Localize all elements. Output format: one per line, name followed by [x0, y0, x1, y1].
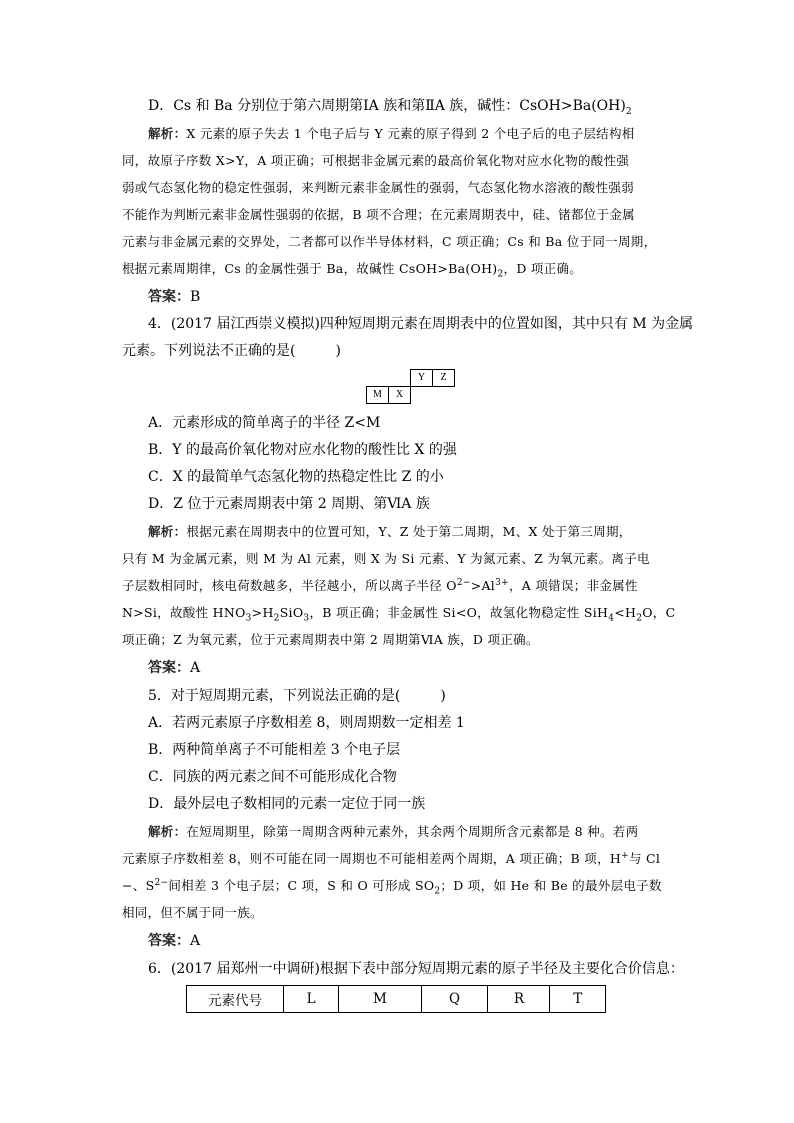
q6-element-table [186, 985, 606, 1013]
periodic-cell-z: Z [432, 369, 455, 387]
q3-explain-line4: 不能作为判断元素非金属性强弱的依据，B 项不合理；在元素周期表中，硅、锗都位于金属 [122, 207, 635, 222]
q4-explain-line3: 子层数相同时，核电荷数越多，半径越小，所以离子半径 $O^{2-}>Al^{3+}$，A 项错误；非金属性 [122, 577, 638, 593]
q4-stem-line1: 4．(2017 届江西崇义模拟)四种短周期元素在周期表中的位置如图，其中只有 M 为金属 [148, 316, 694, 332]
q5-explain-line2: 元素原子序数相差 8，则不可能在同一周期也不可能相差两个周期，A 项正确；B 项，H+与 Cl [122, 850, 661, 866]
q5-answer: 答案：A [148, 933, 201, 949]
q4-answer: 答案：A [148, 660, 201, 676]
q4-explain-line5: 项正确；Z 为氧元素，位于元素周期表中第 2 周期第ⅥA 族，D 项正确。 [122, 632, 539, 647]
table-row [187, 986, 606, 1013]
q5-explain-line1: 解析：在短周期里，除第一周期含两种元素外，其余两个周期所含元素都是 8 种。若两 [148, 824, 639, 839]
q3-explain-line3: 弱或气态氢化物的稳定性强弱，来判断元素非金属性的强弱，气态氢化物水溶液的酸性强弱 [122, 180, 635, 195]
q5-stem: 5．对于短周期元素，下列说法正确的是( ) [148, 688, 446, 704]
q3-explain-line2: 同，故原子序数 X>Y，A 项正确；可根据非金属元素的最高价氧化物对应水化物的酸性强 [122, 153, 630, 168]
q5-option-a: A．若两元素原子序数相差 8，则周期数一定相差 1 [148, 715, 465, 731]
table-cell: R [488, 986, 550, 1013]
q4-option-c: C．X 的最简单气态氢化物的热稳定性比 Z 的小 [148, 469, 444, 485]
periodic-cell-m: M [366, 386, 389, 404]
q5-explain-line4: 相同，但不属于同一族。 [122, 905, 263, 920]
q4-stem-line2: 元素。下列说法不正确的是( ) [122, 343, 341, 359]
table-cell: Q [421, 986, 488, 1013]
periodic-cell-x: X [388, 386, 411, 404]
q3-option-d: D．Cs 和 Ba 分别位于第六周期第ⅠA 族和第ⅡA 族，碱性：$CsOH>Ba(OH)_2$ [148, 98, 632, 117]
q4-explain-line2: 只有 M 为金属元素，则 M 为 Al 元素，则 X 为 Si 元素、Y 为氮元素、Z 为氧元素。离子电 [122, 551, 650, 566]
q3-explain-line5: 元素与非金属元素的交界处，二者都可以作半导体材料，C 项正确；Cs 和 Ba 位于同一周期， [122, 234, 657, 249]
table-cell: M [339, 986, 421, 1013]
table-cell: L [284, 986, 339, 1013]
q4-explain-line1: 解析：根据元素在周期表中的位置可知，Y、Z 处于第二周期，M、X 处于第三周期， [148, 524, 632, 539]
table-cell: 元素代号 [187, 986, 284, 1013]
periodic-cell-y: Y [410, 369, 433, 387]
answer-label: 答案： [148, 289, 190, 305]
q3-explain-line1: 解析：X 元素的原子失去 1 个电子后与 Y 元素的原子得到 2 个电子后的电子层结构相 [148, 126, 635, 141]
q3-answer: 答案：B [148, 289, 201, 305]
q5-explain-line3: −、$S^{2-}$间相差 3 个电子层；C 项，S 和 O 可形成 $SO_2$；D 项，如 He 和 Be 的最外层电子数 [122, 877, 662, 897]
explain-label: 解析： [148, 126, 187, 141]
q5-option-c: C．同族的两元素之间不可能形成化合物 [148, 769, 397, 785]
q4-explain-line4: N>Si，故酸性 $HNO_3>H_2SiO_3$，B 项正确；非金属性 Si<O，故氢化物稳定性 $SiH_4<H_2O$，C [122, 605, 676, 624]
q4-option-b: B．Y 的最高价氧化物对应水化物的酸性比 X 的强 [148, 442, 457, 458]
q5-option-d: D．最外层电子数相同的元素一定位于同一族 [148, 796, 426, 812]
q3-explain-line6: 根据元素周期律，Cs 的金属性强于 Ba，故碱性 $CsOH>Ba(OH)_2$，D 项正确。 [122, 261, 583, 280]
q6-stem: 6．(2017 届郑州一中调研)根据下表中部分短周期元素的原子半径及主要化合价信息： [148, 961, 684, 977]
q4-option-d: D．Z 位于元素周期表中第 2 周期、第ⅥA 族 [148, 496, 430, 512]
q4-option-a: A．元素形成的简单离子的半径 Z<M [148, 415, 381, 431]
q5-option-b: B．两种简单离子不可能相差 3 个电子层 [148, 742, 401, 758]
table-cell: T [550, 986, 606, 1013]
